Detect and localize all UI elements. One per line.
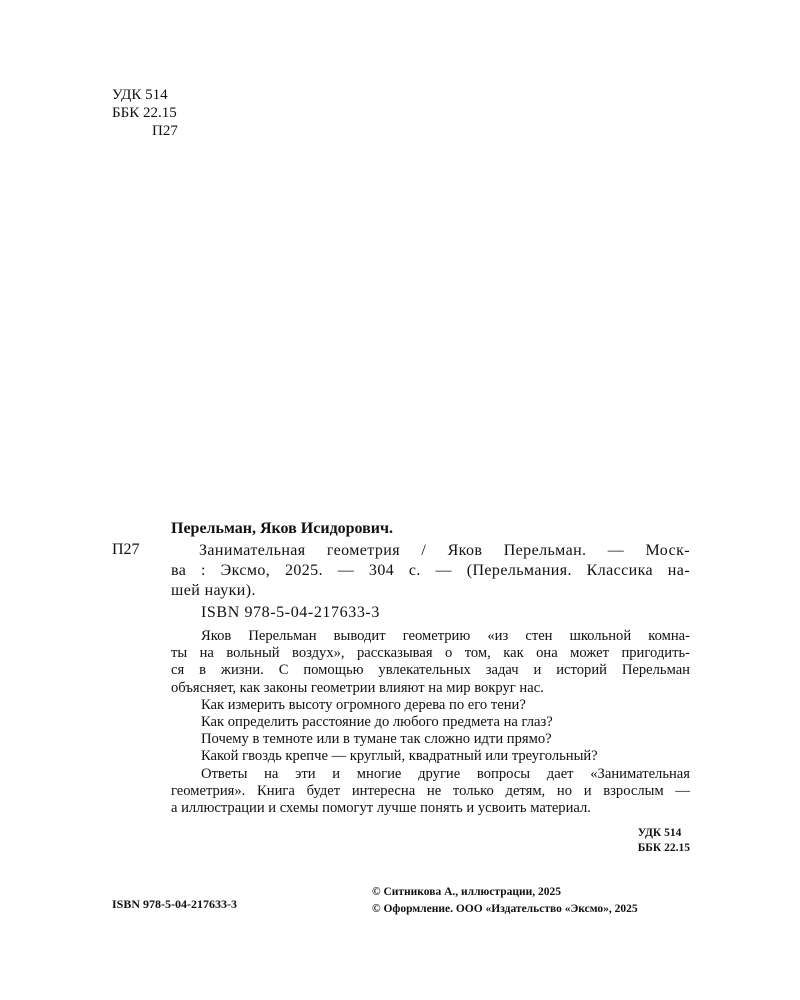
bbk-code: ББК 22.15 — [112, 105, 177, 121]
record-author: Перельман, Яков Исидорович. — [171, 520, 394, 537]
udk-code: УДК 514 — [112, 87, 168, 103]
annotation-line: объясняет, как законы геометрии влияют на мир вокруг нас. — [171, 679, 544, 696]
record-isbn: ISBN 978-5-04-217633-3 — [201, 604, 380, 621]
biblio-line: ва : Эксмо, 2025. — 304 с. — (Перельмания. Классика на- — [171, 562, 690, 579]
copyright-block — [372, 884, 638, 918]
annotation-question: Какой гвоздь крепче — круглый, квадратный или треугольный? — [201, 748, 598, 765]
biblio-line: Занимательная геометрия / Яков Перельман. — Моск- — [199, 542, 690, 559]
biblio-line: шей науки). — [171, 582, 256, 599]
annotation-line: геометрия». Книга будет интересна не только детям, но и взрослым — — [171, 782, 690, 799]
annotation-question: Почему в темноте или в тумане так сложно идти прямо? — [201, 731, 552, 748]
bibliographic-description — [171, 541, 690, 601]
record-card-code: П27 — [112, 541, 140, 558]
classification-codes-top — [112, 86, 178, 140]
annotation-line: ся в жизни. С помощью увлекательных задач и историй Перельман — [171, 662, 690, 679]
annotation — [171, 628, 690, 817]
classification-codes-bottom — [638, 826, 690, 856]
copyright-design: © Оформление. ООО «Издательство «Эксмо», 2025 — [372, 903, 638, 915]
annotation-line: ты на вольный воздух», рассказывая о том, как она может пригодить- — [171, 645, 690, 662]
copyright-illustrations: © Ситникова А., иллюстрации, 2025 — [372, 886, 561, 898]
annotation-line: Ответы на эти и многие другие вопросы дает «Занимательная — [201, 765, 690, 782]
annotation-question: Как определить расстояние до любого предмета на глаз? — [201, 714, 553, 731]
annotation-line: а иллюстрации и схемы помогут лучше понять и усвоить материал. — [171, 800, 591, 817]
annotation-question: Как измерить высоту огромного дерева по его тени? — [201, 696, 526, 713]
annotation-line: Яков Перельман выводит геометрию «из стен школьной комна- — [201, 628, 690, 644]
footer-isbn: ISBN 978-5-04-217633-3 — [112, 897, 237, 911]
author-mark: П27 — [152, 123, 178, 139]
bbk-code-small: ББК 22.15 — [637, 842, 690, 854]
udk-code-small: УДК 514 — [637, 827, 682, 839]
